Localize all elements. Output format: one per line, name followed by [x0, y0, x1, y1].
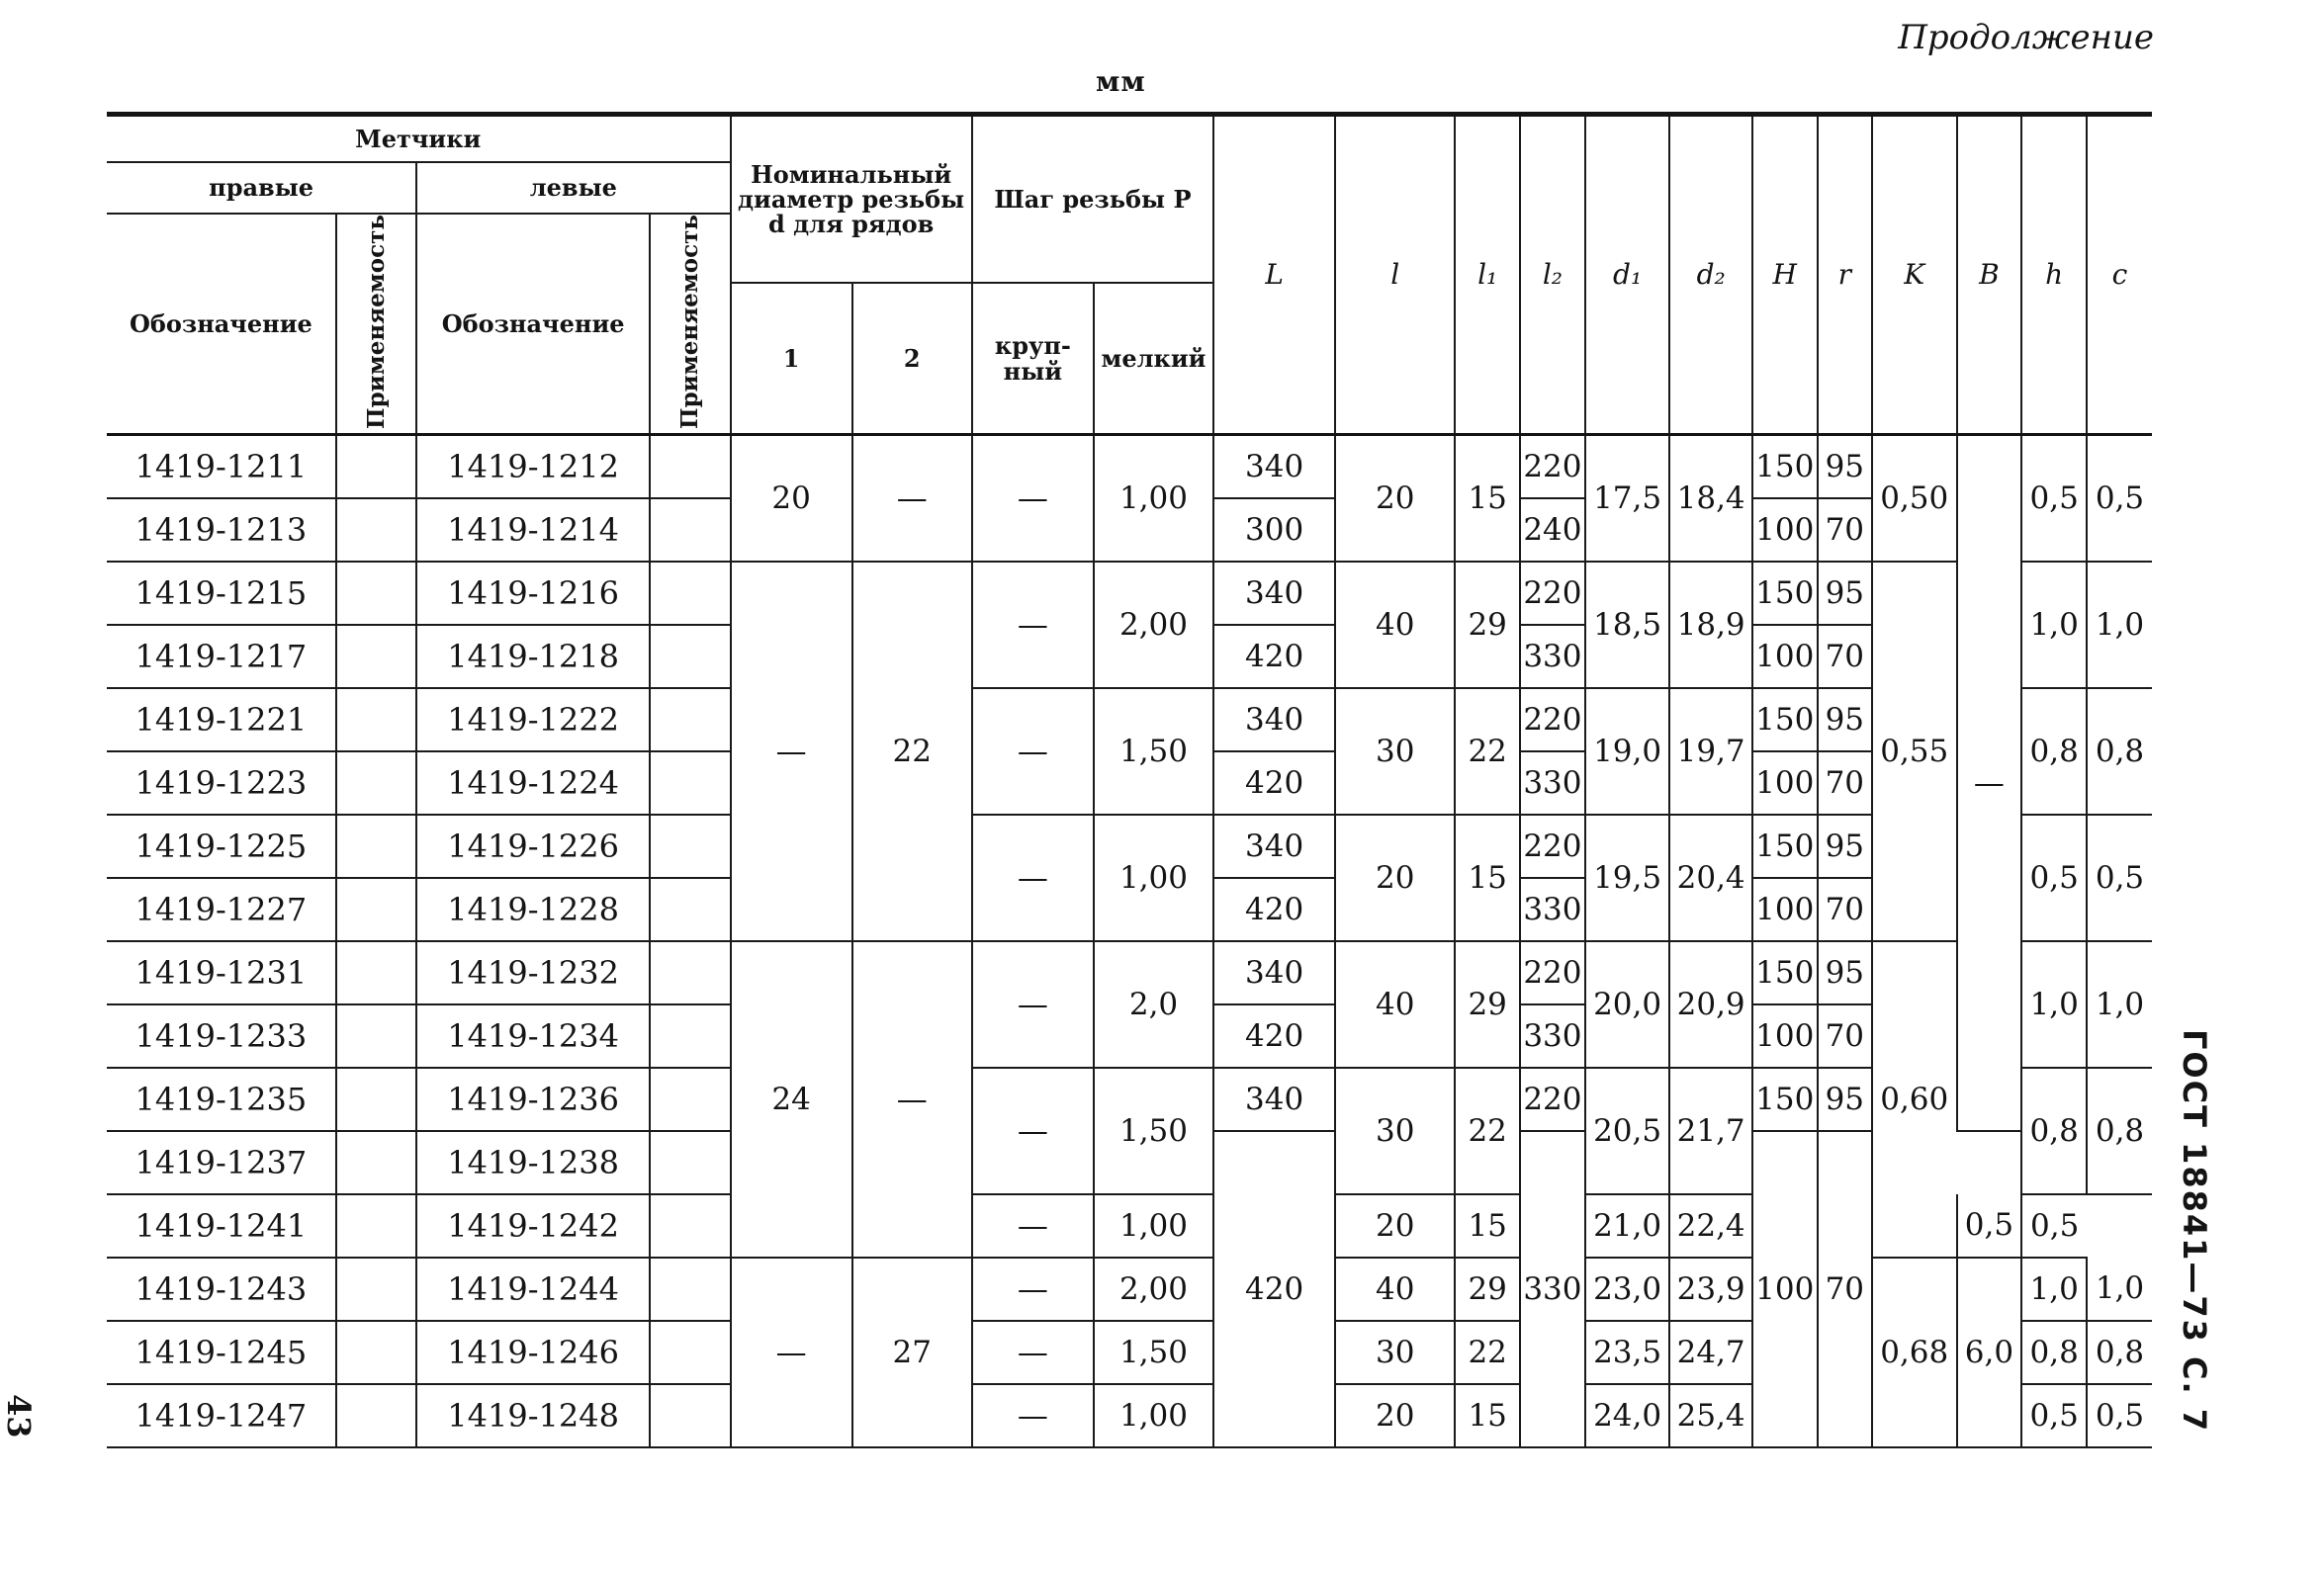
right-designation: 1419-1213	[107, 498, 336, 562]
table-row	[107, 688, 2152, 751]
r-cell: 70	[1818, 751, 1872, 815]
table-row	[107, 941, 2152, 1004]
right-designation: 1419-1225	[107, 815, 336, 878]
l2-cell: 330	[1520, 878, 1585, 941]
H-cell: 100	[1752, 878, 1818, 941]
header-l: l	[1335, 115, 1455, 435]
l-cell: 30	[1335, 688, 1455, 815]
applicability-cell	[650, 498, 730, 562]
pitch-coarse: —	[972, 941, 1094, 1068]
pitch-coarse: —	[972, 562, 1094, 688]
left-designation: 1419-1214	[416, 498, 650, 562]
pitch-fine: 1,00	[1094, 1194, 1213, 1258]
right-designation: 1419-1247	[107, 1384, 336, 1447]
header-L: L	[1213, 115, 1335, 435]
l2-cell: 220	[1520, 688, 1585, 751]
taps-header: Метчики	[107, 115, 731, 162]
d2-cell: 24,7	[1669, 1321, 1752, 1384]
right-designation: 1419-1235	[107, 1068, 336, 1131]
header-l2: l₂	[1520, 115, 1585, 435]
c-cell: 1,0	[2087, 1258, 2152, 1321]
d2-cell: 21,7	[1669, 1068, 1752, 1194]
c-cell: 0,8	[2087, 1321, 2152, 1384]
pitch-fine: 2,00	[1094, 1258, 1213, 1321]
l-cell: 20	[1335, 1384, 1455, 1447]
pitch-fine: 1,00	[1094, 815, 1213, 941]
applicability-cell	[650, 434, 730, 498]
L-cell: 340	[1213, 562, 1335, 625]
units-label: мм	[1096, 65, 1146, 98]
r-cell: 70	[1818, 498, 1872, 562]
l-cell: 30	[1335, 1321, 1455, 1384]
pitch-fine: 2,0	[1094, 941, 1213, 1068]
c-cell: 0,5	[2087, 1384, 2152, 1447]
table-row	[107, 1068, 2152, 1131]
c-cell: 1,0	[2087, 562, 2152, 688]
r-cell: 95	[1818, 815, 1872, 878]
right-designation: 1419-1211	[107, 434, 336, 498]
h-cell: 0,5	[2021, 434, 2087, 562]
right-designation: 1419-1241	[107, 1194, 336, 1258]
l1-cell: 22	[1455, 688, 1520, 815]
c-cell: 0,5	[2021, 1194, 2087, 1258]
d1-cell: 20,0	[1585, 941, 1670, 1068]
l1-cell: 15	[1455, 815, 1520, 941]
l1-cell: 22	[1455, 1321, 1520, 1384]
applicability-cell	[650, 688, 730, 751]
left-designation: 1419-1242	[416, 1194, 650, 1258]
d1-cell: 20,5	[1585, 1068, 1670, 1194]
table-row	[107, 434, 2152, 498]
l1-cell: 15	[1455, 434, 1520, 562]
pitch-coarse: —	[972, 1068, 1094, 1194]
d2-cell: 18,4	[1669, 434, 1752, 562]
pitch-coarse: —	[972, 1258, 1094, 1321]
applicability-cell	[650, 562, 730, 625]
l-cell: 40	[1335, 562, 1455, 688]
l2-cell: 220	[1520, 941, 1585, 1004]
K-cell: 0,68	[1872, 1258, 1957, 1447]
l2-cell: 330	[1520, 625, 1585, 688]
r-cell: 70	[1818, 1004, 1872, 1068]
applicability-cell	[650, 1384, 730, 1447]
B-cell: 6,0	[1957, 1258, 2022, 1447]
r-cell: 70	[1818, 625, 1872, 688]
d-row1: —	[731, 1258, 852, 1447]
header-B: B	[1957, 115, 2022, 435]
d1-cell: 23,5	[1585, 1321, 1670, 1384]
left-designation: 1419-1232	[416, 941, 650, 1004]
K-cell: 0,55	[1872, 562, 1957, 941]
designation-right-header: Обозначение	[107, 214, 336, 435]
l1-cell: 29	[1455, 562, 1520, 688]
pitch-coarse: —	[972, 1321, 1094, 1384]
applicability-cell	[650, 815, 730, 878]
left-designation: 1419-1226	[416, 815, 650, 878]
r-cell: 70	[1818, 1131, 1872, 1447]
d2-cell: 19,7	[1669, 688, 1752, 815]
applicability-cell	[650, 1321, 730, 1384]
h-cell: 0,5	[2021, 815, 2087, 941]
standard-side-label: ГОСТ 18841—73 С. 7	[2176, 1029, 2213, 1434]
header-l1: l₁	[1455, 115, 1520, 435]
right-designation: 1419-1231	[107, 941, 336, 1004]
h-cell: 0,5	[1957, 1194, 2022, 1258]
l2-cell: 330	[1520, 751, 1585, 815]
l2-cell: 220	[1520, 562, 1585, 625]
applicability-cell	[336, 1068, 416, 1131]
H-cell: 150	[1752, 815, 1818, 878]
applicability-cell	[336, 434, 416, 498]
h-cell: 0,8	[2021, 1321, 2087, 1384]
applicability-cell	[336, 815, 416, 878]
r-cell: 70	[1818, 878, 1872, 941]
header-r: r	[1818, 115, 1872, 435]
applicability-cell	[336, 1004, 416, 1068]
pitch-fine: 1,50	[1094, 1068, 1213, 1194]
right-designation: 1419-1223	[107, 751, 336, 815]
applicability-cell	[336, 1131, 416, 1194]
L-cell: 420	[1213, 878, 1335, 941]
K-cell: 0,60	[1872, 941, 1957, 1258]
left-designation: 1419-1218	[416, 625, 650, 688]
applicability-cell	[650, 1068, 730, 1131]
right-designation: 1419-1215	[107, 562, 336, 625]
l1-cell: 15	[1455, 1384, 1520, 1447]
header-d2: d₂	[1669, 115, 1752, 435]
pitch-fine: 1,00	[1094, 434, 1213, 562]
l-cell: 40	[1335, 941, 1455, 1068]
d2-cell: 25,4	[1669, 1384, 1752, 1447]
right-designation: 1419-1233	[107, 1004, 336, 1068]
pitch-header: Шаг резьбы P	[972, 115, 1213, 284]
right-taps-header: правые	[107, 162, 416, 214]
applicability-cell	[650, 878, 730, 941]
fine-header: мелкий	[1094, 283, 1213, 434]
H-cell: 100	[1752, 625, 1818, 688]
right-designation: 1419-1227	[107, 878, 336, 941]
l-cell: 30	[1335, 1068, 1455, 1194]
applicability-cell	[336, 625, 416, 688]
B-cell: —	[1957, 434, 2022, 1131]
taps-table	[107, 112, 2152, 1448]
l-cell: 20	[1335, 815, 1455, 941]
l1-cell: 15	[1455, 1194, 1520, 1258]
pitch-fine: 2,00	[1094, 562, 1213, 688]
r-cell: 95	[1818, 1068, 1872, 1131]
applicability-cell	[650, 1194, 730, 1258]
table-row	[107, 815, 2152, 878]
d1-cell: 19,5	[1585, 815, 1670, 941]
applicability-cell	[336, 688, 416, 751]
d1-cell: 17,5	[1585, 434, 1670, 562]
l2-cell: 240	[1520, 498, 1585, 562]
right-designation: 1419-1237	[107, 1131, 336, 1194]
L-cell: 340	[1213, 434, 1335, 498]
r-cell: 95	[1818, 941, 1872, 1004]
left-designation: 1419-1246	[416, 1321, 650, 1384]
h-cell: 0,5	[2021, 1384, 2087, 1447]
c-cell: 0,8	[2087, 1068, 2152, 1194]
L-cell: 420	[1213, 625, 1335, 688]
header-H: H	[1752, 115, 1818, 435]
d2-cell: 23,9	[1669, 1258, 1752, 1321]
coarse-header: крупный	[972, 283, 1094, 434]
H-cell: 100	[1752, 751, 1818, 815]
d-row2: —	[852, 941, 972, 1258]
left-designation: 1419-1238	[416, 1131, 650, 1194]
right-designation: 1419-1243	[107, 1258, 336, 1321]
d1-cell: 23,0	[1585, 1258, 1670, 1321]
applicability-cell	[650, 751, 730, 815]
H-cell: 150	[1752, 434, 1818, 498]
nominal-diameter-header: Номинальный диаметр резьбы d для рядов	[731, 115, 972, 284]
d-row2: 22	[852, 562, 972, 941]
designation-left-header: Обозначение	[416, 214, 650, 435]
left-designation: 1419-1212	[416, 434, 650, 498]
l2-cell: 330	[1520, 1004, 1585, 1068]
header-c: c	[2087, 115, 2152, 435]
applicability-cell	[650, 625, 730, 688]
applicability-cell	[336, 1321, 416, 1384]
table-row	[107, 562, 2152, 625]
right-designation: 1419-1221	[107, 688, 336, 751]
L-cell: 300	[1213, 498, 1335, 562]
applicability-cell	[336, 498, 416, 562]
H-cell: 150	[1752, 688, 1818, 751]
applicability-cell	[336, 1194, 416, 1258]
applicability-cell	[336, 751, 416, 815]
c-cell: 1,0	[2087, 941, 2152, 1068]
h-cell: 1,0	[2021, 562, 2087, 688]
applicability-cell	[336, 1258, 416, 1321]
d-row1: —	[731, 562, 852, 941]
r-cell: 95	[1818, 562, 1872, 625]
header-K: K	[1872, 115, 1957, 435]
H-cell: 100	[1752, 1131, 1818, 1447]
d-row2: 27	[852, 1258, 972, 1447]
l2-cell: 220	[1520, 815, 1585, 878]
pitch-coarse: —	[972, 1384, 1094, 1447]
applicability-cell	[336, 941, 416, 1004]
pitch-fine: 1,00	[1094, 1384, 1213, 1447]
left-designation: 1419-1216	[416, 562, 650, 625]
applicability-cell	[650, 941, 730, 1004]
d1-cell: 24,0	[1585, 1384, 1670, 1447]
d2-cell: 20,9	[1669, 941, 1752, 1068]
applicability-left-header: Применяемость	[650, 214, 730, 435]
L-cell: 340	[1213, 1068, 1335, 1131]
d1-cell: 21,0	[1585, 1194, 1670, 1258]
h-cell: 0,8	[2021, 1068, 2087, 1194]
L-cell: 340	[1213, 688, 1335, 751]
H-cell: 100	[1752, 498, 1818, 562]
l2-cell: 220	[1520, 1068, 1585, 1131]
pitch-coarse: —	[972, 688, 1094, 815]
applicability-cell	[650, 1004, 730, 1068]
H-cell: 100	[1752, 1004, 1818, 1068]
row2-header: 2	[852, 283, 972, 434]
left-designation: 1419-1248	[416, 1384, 650, 1447]
header-h: h	[2021, 115, 2087, 435]
continuation-label: Продолжение	[1898, 18, 2154, 57]
d2-cell: 22,4	[1669, 1194, 1752, 1258]
h-cell: 1,0	[2021, 1258, 2087, 1321]
H-cell: 150	[1752, 562, 1818, 625]
d-row1: 24	[731, 941, 852, 1258]
left-designation: 1419-1224	[416, 751, 650, 815]
pitch-coarse: —	[972, 434, 1094, 562]
c-cell: 0,8	[2087, 688, 2152, 815]
L-cell: 420	[1213, 751, 1335, 815]
left-designation: 1419-1222	[416, 688, 650, 751]
L-cell: 340	[1213, 941, 1335, 1004]
applicability-cell	[650, 1258, 730, 1321]
left-designation: 1419-1244	[416, 1258, 650, 1321]
left-designation: 1419-1234	[416, 1004, 650, 1068]
c-cell: 0,5	[2087, 815, 2152, 941]
left-designation: 1419-1236	[416, 1068, 650, 1131]
H-cell: 150	[1752, 1068, 1818, 1131]
l-cell: 40	[1335, 1258, 1455, 1321]
applicability-cell	[336, 878, 416, 941]
left-taps-header: левые	[416, 162, 730, 214]
l2-cell: 330	[1520, 1131, 1585, 1447]
r-cell: 95	[1818, 688, 1872, 751]
pitch-coarse: —	[972, 1194, 1094, 1258]
page-number: 43	[0, 1394, 38, 1438]
l1-cell: 29	[1455, 941, 1520, 1068]
applicability-right-header: Применяемость	[336, 214, 416, 435]
d2-cell: 18,9	[1669, 562, 1752, 688]
l-cell: 20	[1335, 1194, 1455, 1258]
pitch-fine: 1,50	[1094, 688, 1213, 815]
r-cell: 95	[1818, 434, 1872, 498]
row1-header: 1	[731, 283, 852, 434]
h-cell: 0,8	[2021, 688, 2087, 815]
header-d1: d₁	[1585, 115, 1670, 435]
d1-cell: 18,5	[1585, 562, 1670, 688]
d-row2: —	[852, 434, 972, 562]
c-cell: 0,5	[2087, 434, 2152, 562]
pitch-fine: 1,50	[1094, 1321, 1213, 1384]
l2-cell: 220	[1520, 434, 1585, 498]
l1-cell: 22	[1455, 1068, 1520, 1194]
d-row1: 20	[731, 434, 852, 562]
left-designation: 1419-1228	[416, 878, 650, 941]
right-designation: 1419-1245	[107, 1321, 336, 1384]
L-cell: 340	[1213, 815, 1335, 878]
d1-cell: 19,0	[1585, 688, 1670, 815]
right-designation: 1419-1217	[107, 625, 336, 688]
l-cell: 20	[1335, 434, 1455, 562]
L-cell: 420	[1213, 1004, 1335, 1068]
applicability-cell	[336, 1384, 416, 1447]
pitch-coarse: —	[972, 815, 1094, 941]
applicability-cell	[336, 562, 416, 625]
d2-cell: 20,4	[1669, 815, 1752, 941]
L-cell: 420	[1213, 1131, 1335, 1447]
l1-cell: 29	[1455, 1258, 1520, 1321]
h-cell: 1,0	[2021, 941, 2087, 1068]
H-cell: 150	[1752, 941, 1818, 1004]
applicability-cell	[650, 1131, 730, 1194]
K-cell: 0,50	[1872, 434, 1957, 562]
